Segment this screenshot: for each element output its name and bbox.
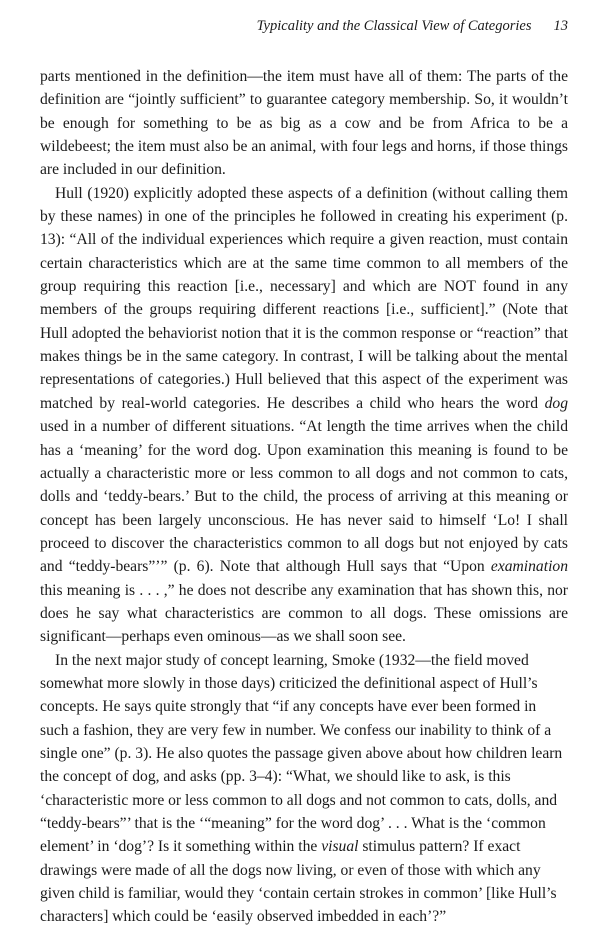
paragraph-hull — [40, 182, 568, 649]
emphasis-examination: examination — [490, 558, 568, 576]
paragraph-2-text-a: Hull (1920) explicitly adopted these aspects of a definition (without calling them by these names) in one of the principles he followed in creating his experiment (p. 13): “All of the individual experiences which require a given reaction, must contain certain characteristics which are at the same time common to all members of the group requiring this reaction [i.e., necessary] and which are NOT found in any members of the groups requiring different reactions [i.e., sufficient].” (Note that Hull adopted the behaviorist notion that it is the common response or “reaction” that makes things be in the same category. In contrast, I will be talking about the mental representations of categories.) Hull believed that this aspect of the experiment was matched by real-world categories. He describes a child who hears the word — [40, 184, 568, 412]
paragraph-3-text-b: stimulus pattern? If exact drawings were made of all the dogs now living, or even of those with which any given child is familiar, would they ‘contain certain strokes in common’ [like Hull’s characters] which could be ‘easily observed imbedded in each’?” — [40, 838, 557, 926]
paragraph-smoke — [40, 649, 568, 929]
running-header — [40, 18, 568, 40]
body-text — [40, 65, 568, 929]
paragraph-continuation — [40, 65, 568, 182]
paragraph-1-text: parts mentioned in the definition—the item must have all of them: The parts of the definition are “jointly sufficient” to guarantee category membership. So, it wouldn’t be enough for something to be as big as a cow and be from Africa to be a wildebeest; the item must also be an animal, with four legs and horns, if those things are included in our definition. — [40, 68, 568, 179]
page-number: 13 — [553, 18, 568, 34]
running-title: Typicality and the Classical View of Categories — [256, 18, 532, 34]
emphasis-visual: visual — [321, 838, 359, 856]
emphasis-dog: dog — [544, 394, 568, 412]
book-page — [40, 18, 568, 929]
paragraph-2-text-b: used in a number of different situations. “At length the time arrives when the child has a ‘meaning’ for the word dog. Upon examination this meaning is found to be actually a characteristic more or less common to all dogs and not common to cats, dolls and ‘teddy-bears.’ But to the child, the process of arriving at this meaning or concept has been largely unconscious. He has never said to himself ‘Lo! I shall proceed to discover the characteristics common to all dogs but not enjoyed by cats and “teddy-bears”’” (p. 6). Note that although Hull says that “Upon — [40, 418, 568, 576]
paragraph-3-text-a: In the next major study of concept learning, Smoke (1932—the field moved somewhat more slowly in those days) criticized the definitional aspect of Hull’s concepts. He says quite strongly that “if any concepts have ever been formed in such a fashion, they are very few in number. We confess our inability to think of a single one” (p. 3). He also quotes the passage given above about how children learn the concept of dog, and asks (pp. 3–4): “What, we should like to ask, is this ‘characteristic more or less common to all dogs and not common to cats, dolls, and “teddy-bears”’ that is the ‘“meaning” for the word dog’ . . . What is the ‘common element’ in ‘dog’? Is it something within the — [40, 651, 563, 856]
paragraph-2-text-c: this meaning is . . . ,” he does not describe any examination that has shown this, nor does he say what characteristics are common to all dogs. These omissions are significant—perhaps even ominous—as we shall soon see. — [40, 581, 568, 646]
